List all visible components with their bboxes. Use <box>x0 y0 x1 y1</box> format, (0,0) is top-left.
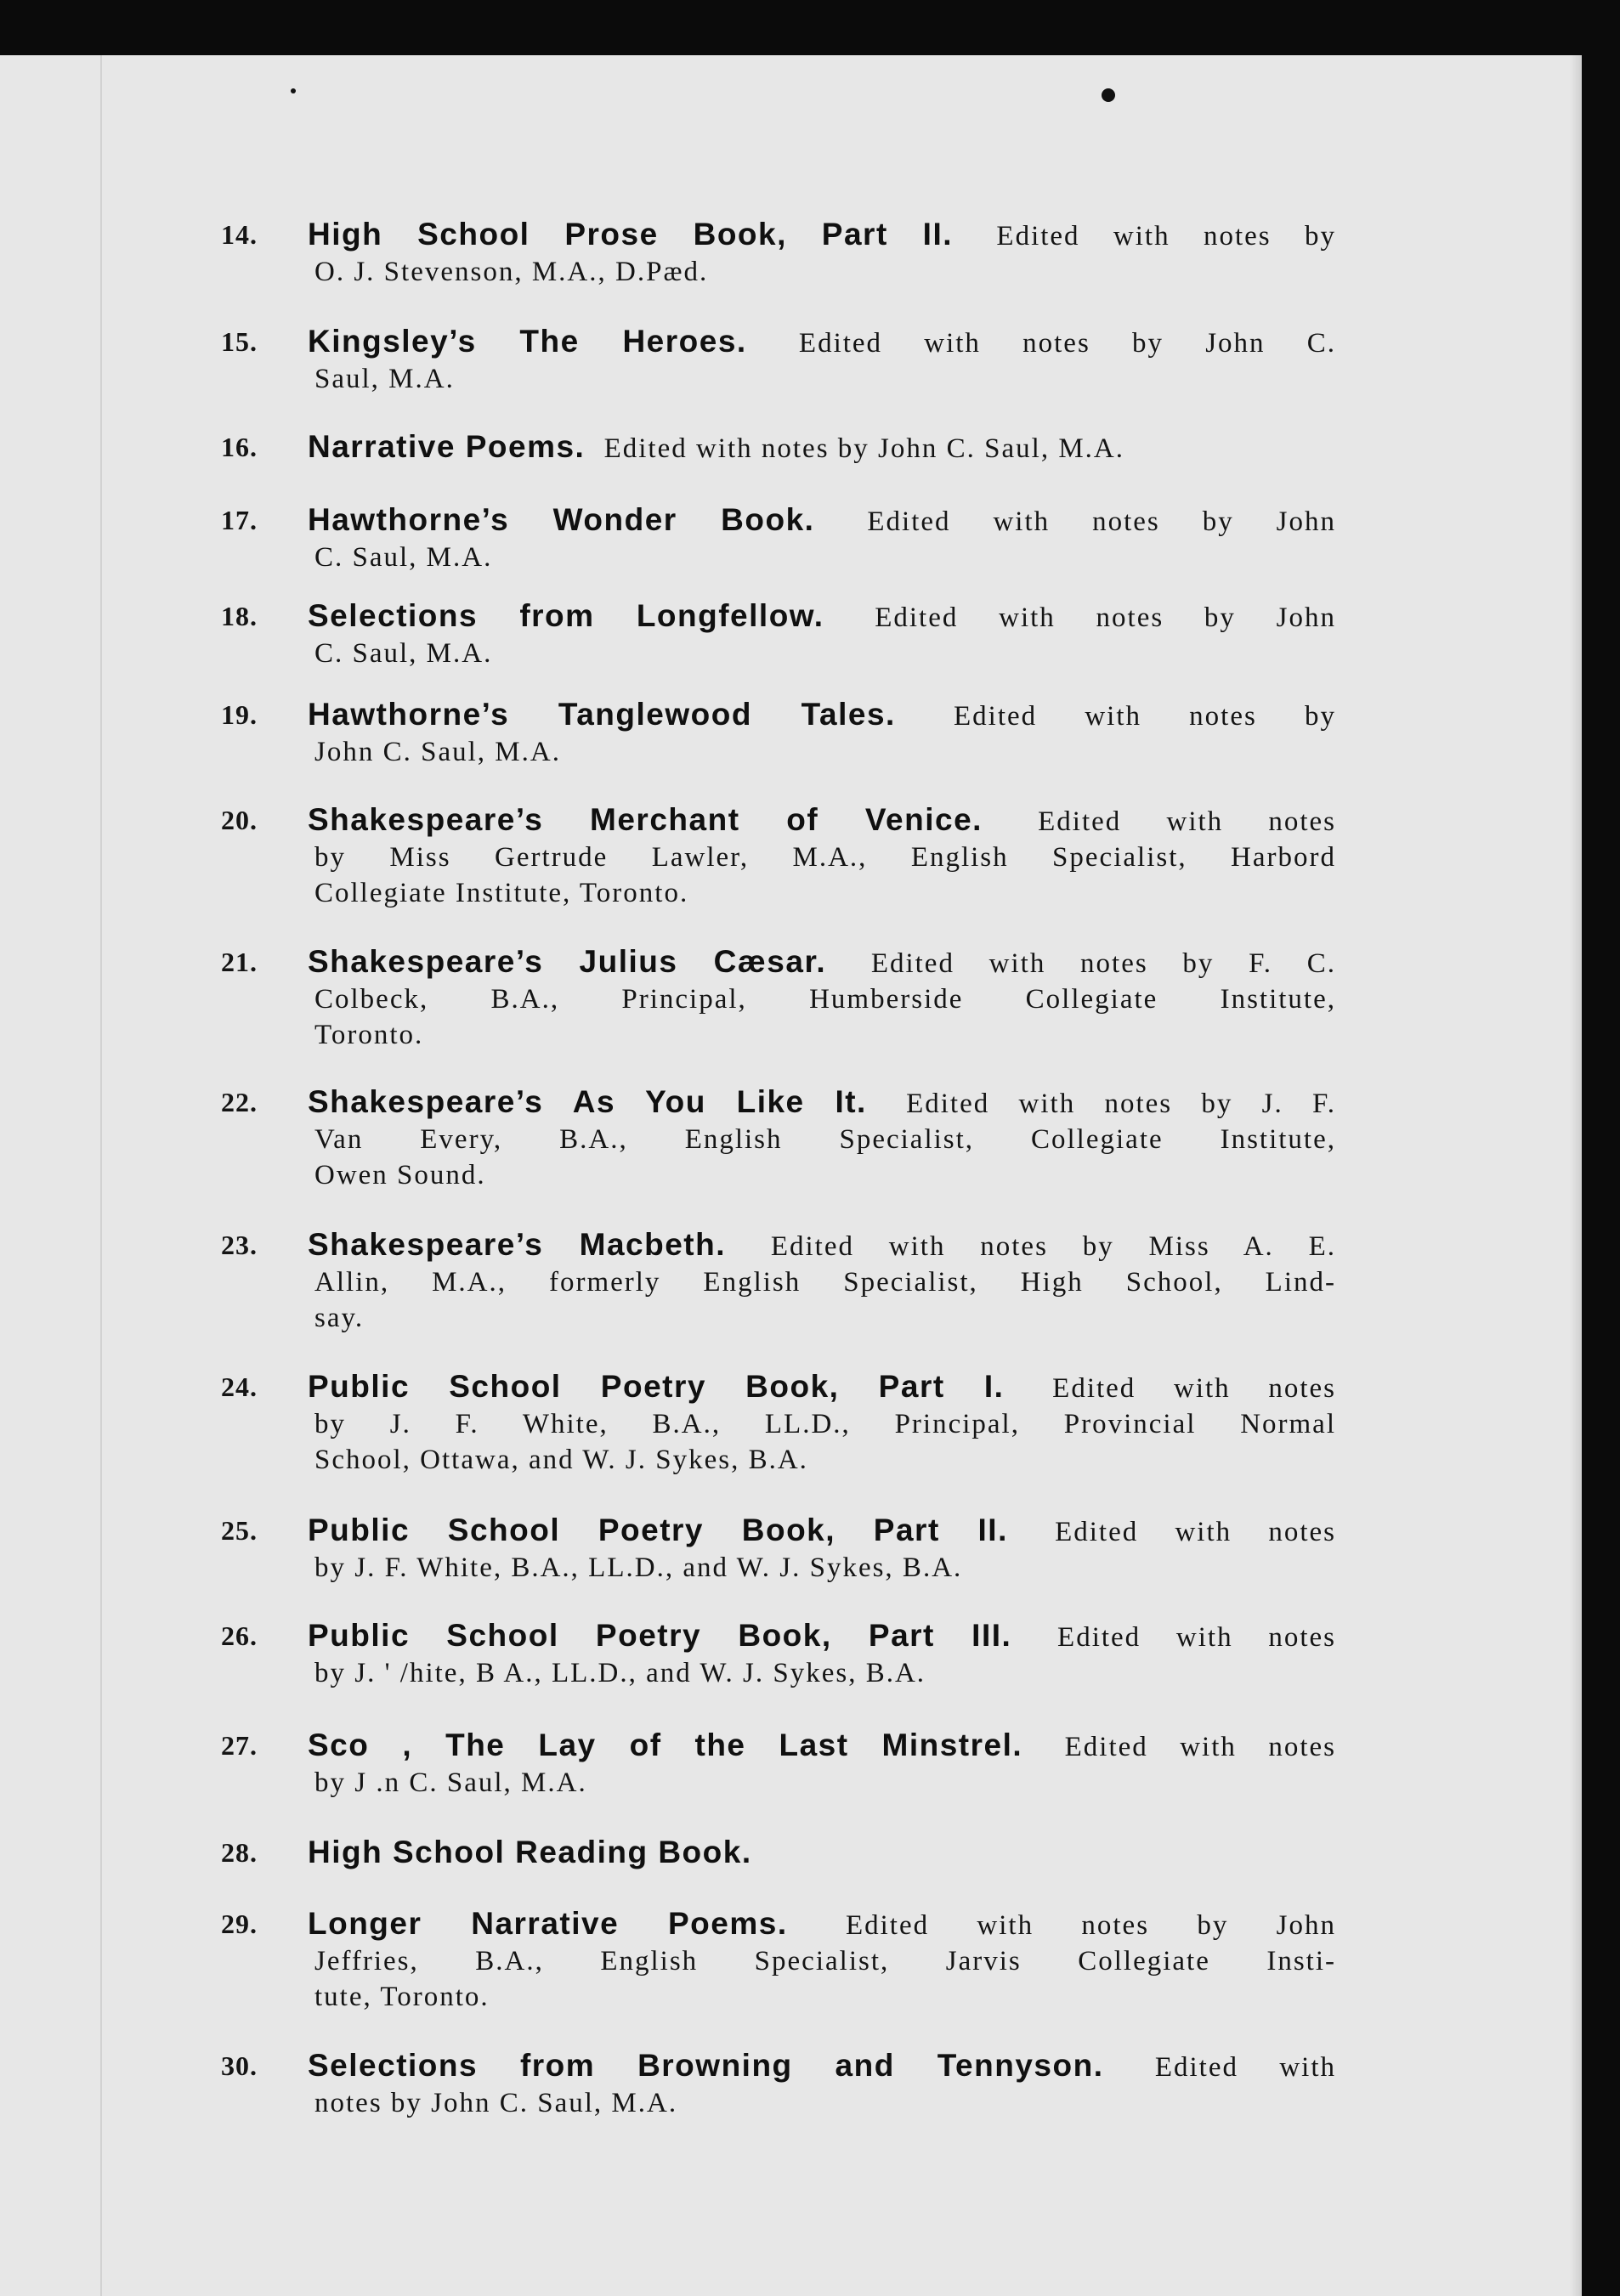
entry-title: Sco , The Lay of the Last Minstrel. <box>308 1728 1023 1762</box>
entry-description-line: say. <box>314 1303 365 1333</box>
entry-title: Public School Poetry Book, Part III. <box>308 1618 1012 1653</box>
entry-description-line: Van Every, B.A., English Specialist, Collegiate Institute, <box>314 1124 1336 1155</box>
entry-first-line <box>308 502 1336 540</box>
entry-number: 28. <box>221 1837 258 1868</box>
catalog-entry <box>221 1227 1336 1336</box>
entry-description-line: Jeffries, B.A., English Specialist, Jarvis Collegiate Insti- <box>314 1946 1336 1976</box>
entry-description: Edited with notes by John <box>845 1910 1337 1941</box>
entry-first-line <box>308 1835 1336 1872</box>
entry-first-line <box>308 1618 1336 1655</box>
entry-description: Edited with notes by <box>954 701 1337 732</box>
catalog-entry <box>221 1084 1336 1193</box>
entry-first-line <box>308 429 1336 467</box>
page-edge-shadow <box>1570 55 1582 2296</box>
entry-description: Edited with notes <box>1052 1373 1337 1404</box>
entry-number: 15. <box>221 326 258 357</box>
catalog-entry <box>221 324 1337 397</box>
entry-title: High School Reading Book. <box>308 1835 752 1869</box>
entry-first-line <box>308 1728 1336 1765</box>
page-fold-line <box>100 55 102 2296</box>
entry-number: 19. <box>221 699 258 730</box>
entry-number: 25. <box>221 1515 258 1546</box>
entry-description-line: by J. F. White, B.A., LL.D., and W. J. Sykes, B.A. <box>314 1552 963 1583</box>
entry-title: Shakespeare’s As You Like It. <box>308 1084 867 1119</box>
entry-number: 18. <box>221 601 258 631</box>
entry-description: Edited with <box>1154 2052 1337 2083</box>
catalog-entry <box>221 1369 1337 1478</box>
entry-title: Selections from Browning and Tennyson. <box>308 2048 1104 2083</box>
entry-description: Edited with notes by J. F. <box>906 1089 1336 1119</box>
entry-description: Edited with notes by <box>996 221 1337 252</box>
catalog-entry <box>221 1618 1336 1691</box>
entry-description-line: Owen Sound. <box>314 1160 486 1190</box>
entry-number: 24. <box>221 1371 258 1402</box>
entry-title: Hawthorne’s Tanglewood Tales. <box>308 697 896 732</box>
entry-title: Narrative Poems. <box>308 429 586 464</box>
catalog-entry <box>221 217 1337 290</box>
entry-first-line <box>308 1906 1336 1943</box>
entry-title: Shakespeare’s Macbeth. <box>308 1227 727 1262</box>
entry-first-line <box>308 1513 1336 1550</box>
entry-number: 16. <box>221 432 258 462</box>
entry-number: 30. <box>221 2050 258 2081</box>
entry-first-line <box>308 1084 1336 1122</box>
entry-first-line <box>308 2048 1336 2085</box>
entry-description: Edited with notes <box>1055 1517 1337 1547</box>
catalog-entry <box>221 697 1337 770</box>
entry-title: Public School Poetry Book, Part I. <box>308 1369 1005 1404</box>
entry-title: Public School Poetry Book, Part II. <box>308 1513 1008 1547</box>
entry-number: 29. <box>221 1909 258 1939</box>
entry-number: 26. <box>221 1620 258 1651</box>
entry-description-line: by J. F. White, B.A., LL.D., Principal, Provincial Normal <box>314 1409 1336 1439</box>
entry-number: 14. <box>221 219 258 250</box>
catalog-entry <box>221 944 1336 1053</box>
entry-description-line: Allin, M.A., formerly English Specialist, High School, Lind- <box>314 1267 1336 1298</box>
catalog-entry <box>221 802 1337 911</box>
entry-description: Edited with notes by John C. <box>798 328 1337 359</box>
entry-description: Edited with notes <box>1057 1622 1336 1653</box>
ink-speck <box>291 88 296 93</box>
entry-description: Edited with notes by Miss A. E. <box>770 1231 1336 1262</box>
entry-title: Selections from Longfellow. <box>308 598 824 633</box>
entry-description-line: School, Ottawa, and W. J. Sykes, B.A. <box>314 1445 808 1475</box>
catalog-entry <box>221 2048 1337 2121</box>
entry-description: Edited with notes by F. C. <box>870 948 1336 979</box>
entry-description-line: by J .n C. Saul, M.A. <box>314 1767 587 1798</box>
entry-description-line: Collegiate Institute, Toronto. <box>314 878 689 908</box>
entry-description: Edited with notes <box>1064 1732 1336 1762</box>
entry-title: Longer Narrative Poems. <box>308 1906 788 1941</box>
entry-first-line <box>308 217 1336 254</box>
entry-description: Edited with notes by John <box>875 602 1336 633</box>
entry-first-line <box>308 944 1336 981</box>
entry-first-line <box>308 598 1336 636</box>
entry-description-line: C. Saul, M.A. <box>314 542 493 573</box>
entry-description-line: tute, Toronto. <box>314 1982 490 2012</box>
entry-first-line <box>308 697 1336 734</box>
entry-number: 22. <box>221 1087 258 1117</box>
catalog-entry <box>221 1513 1337 1586</box>
entry-description-line: by J. ' /hite, B A., LL.D., and W. J. Sykes, B.A. <box>314 1658 926 1688</box>
entry-description-line: Toronto. <box>314 1020 424 1050</box>
entry-title: High School Prose Book, Part II. <box>308 217 954 252</box>
entry-description-line: O. J. Stevenson, M.A., D.Pæd. <box>314 257 709 287</box>
entry-description: Edited with notes by John <box>867 506 1336 537</box>
entry-title: Shakespeare’s Merchant of Venice. <box>308 802 983 837</box>
entry-title: Kingsley’s The Heroes. <box>308 324 747 359</box>
entry-description-line: notes by John C. Saul, M.A. <box>314 2088 678 2118</box>
entry-description-line: Colbeck, B.A., Principal, Humberside Collegiate Institute, <box>314 984 1336 1015</box>
entry-title: Hawthorne’s Wonder Book. <box>308 502 815 537</box>
entry-first-line <box>308 1227 1336 1264</box>
catalog-entry <box>221 1835 1336 1872</box>
entry-description: Edited with notes <box>1038 806 1337 837</box>
catalog-entry <box>221 1906 1337 2015</box>
entry-first-line <box>308 802 1336 840</box>
entry-first-line <box>308 1369 1336 1406</box>
catalog-entry <box>221 598 1336 671</box>
entry-description-line: Saul, M.A. <box>314 364 455 394</box>
entry-number: 27. <box>221 1730 258 1761</box>
entry-number: 23. <box>221 1230 258 1260</box>
entry-description-line: by Miss Gertrude Lawler, M.A., English Specialist, Harbord <box>314 842 1336 873</box>
entry-description-line: C. Saul, M.A. <box>314 638 493 669</box>
catalog-entry <box>221 502 1336 575</box>
entry-description-line: John C. Saul, M.A. <box>314 737 561 767</box>
ink-speck <box>1102 88 1115 102</box>
entry-number: 17. <box>221 505 258 535</box>
entry-number: 21. <box>221 947 258 977</box>
entry-title: Shakespeare’s Julius Cæsar. <box>308 944 827 979</box>
catalog-entry <box>221 429 1336 467</box>
entry-number: 20. <box>221 805 258 835</box>
entry-first-line <box>308 324 1336 361</box>
entry-description: Edited with notes by John C. Saul, M.A. <box>603 433 1124 464</box>
catalog-entry <box>221 1728 1336 1801</box>
